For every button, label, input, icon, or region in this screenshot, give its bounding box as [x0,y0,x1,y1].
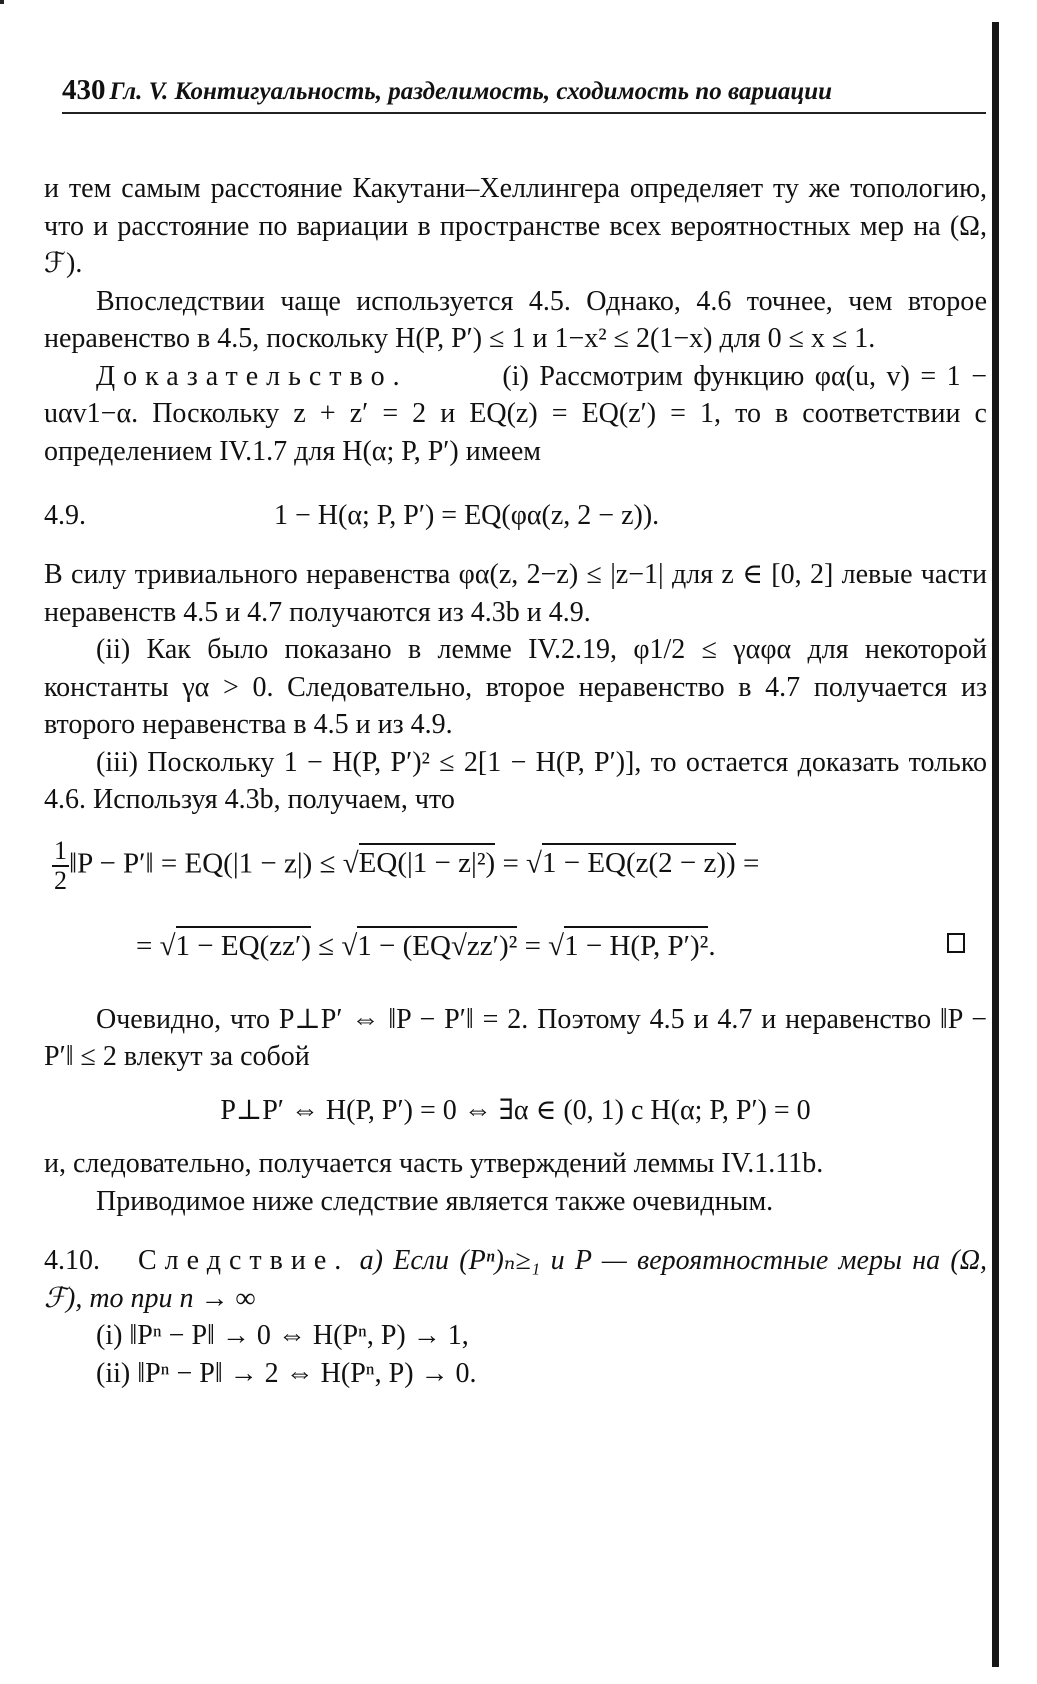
math-seg: = [735,847,760,880]
display-math [44,837,987,971]
math-seg: ≤ √ [310,929,358,962]
corollary-item-2: (ii) ‖Pⁿ − P‖ → 2 ⇔ H(Pⁿ, P) → 0. [96,1357,477,1389]
equation-number: 4.9. [44,500,86,531]
page-edge-bar [992,22,999,1667]
corollary-number: 4.10. [44,1245,100,1276]
corollary-4-10 [44,1242,987,1317]
math-seg: ‖P − P′‖ = EQ(|1 − z|) ≤ √ [69,847,359,880]
fraction-one-half [52,837,69,895]
corollary-item-1: (i) ‖Pⁿ − P‖ → 0 ⇔ H(Pⁿ, P) → 1, [96,1320,469,1351]
proof-text: (i) Рассмотрим функцию φα(u, v) = 1 − uαv1−α. Поскольку z + z′ = 2 и EQ(z) = EQ(z′) = 1, то в соответствии с определением IV.1.7 для H(α; P, P′) имеем [44,360,987,467]
math-seg: = √ [136,929,176,962]
paragraph-2: Впоследствии чаще используется 4.5. Однако, 4.6 точнее, чем второе неравенство в 4.5, поскольку H(P, P′) ≤ 1 и 1−x² ≤ 2(1−x) для 0 ≤ x ≤ 1. [44,285,987,354]
scan-corner-mark [0,0,4,4]
page-number: 430 [62,74,106,106]
paragraph-8: и, следовательно, получается часть утверждений леммы IV.1.11b. [44,1148,824,1179]
fraction-numerator: 1 [54,835,67,865]
sqrt-arg: 1 − EQ(zz′) [176,926,311,962]
qed-square-icon [947,933,965,953]
page-body [44,170,987,1392]
equation-4-9 [44,494,987,538]
paragraph-4: В силу тривиального неравенства φα(z, 2−z) ≤ |z−1| для z ∈ [0, 2] левые части неравенств 4.5 и 4.7 получаются из 4.3b и 4.9. [44,559,987,628]
paragraph-7: Очевидно, что P⊥P′ ⇔ ‖P − P′‖ = 2. Поэтому 4.5 и 4.7 и неравенство ‖P − P′‖ ≤ 2 влекут за собой [44,1003,987,1072]
display-line-1 [44,837,987,895]
sqrt-arg: 1 − (EQ√zz′)² [357,926,517,962]
running-header [62,74,982,107]
header-rule [62,112,986,114]
display-line-2 [44,921,987,971]
running-title: Гл. V. Контигуальность, разделимость, сходимость по вариации [109,78,833,105]
sqrt-arg: EQ(|1 − z|²) [359,843,496,879]
proof-label: Доказательство. [96,360,408,392]
centered-equation: P⊥P′ ⇔ H(P, P′) = 0 ⇔ ∃α ∈ (0, 1) с H(α; P, P′) = 0 [220,1094,811,1126]
math-seg: = √ [517,929,565,962]
corollary-text: а) Если (Pⁿ)ₙ≥₁ и P — вероятностные меры на (Ω, ℱ), то при n → ∞ [44,1245,988,1314]
sqrt-arg: 1 − H(P, P′)² [564,926,708,962]
sqrt-arg: 1 − EQ(z(2 − z)) [542,843,736,879]
paragraph-6: (iii) Поскольку 1 − H(P, P′)² ≤ 2[1 − H(P, P′)], то остается доказать только 4.6. Используя 4.3b, получаем, что [44,746,987,815]
paragraph-9: Приводимое ниже следствие является также очевидным. [96,1185,774,1217]
math-seg: = √ [495,847,542,880]
paragraph-5: (ii) Как было показано в лемме IV.2.19, φ1/2 ≤ γαφα для некоторой константы γα > 0. Следовательно, второе неравенство в 4.7 получается из второго неравенства в 4.5 и из 4.9. [44,634,987,740]
fraction-denominator: 2 [54,865,67,895]
math-seg: . [708,929,716,962]
proof-paragraph [44,358,987,471]
equation-expression: 1 − H(α; P, P′) = EQ(φα(z, 2 − z)). [274,500,660,531]
corollary-label: Следствие. [138,1245,350,1276]
paragraph-1: и тем самым расстояние Какутани–Хеллингера определяет ту же топологию, что и расстояние по вариации в пространстве всех вероятностных мер на (Ω, ℱ). [44,173,987,279]
